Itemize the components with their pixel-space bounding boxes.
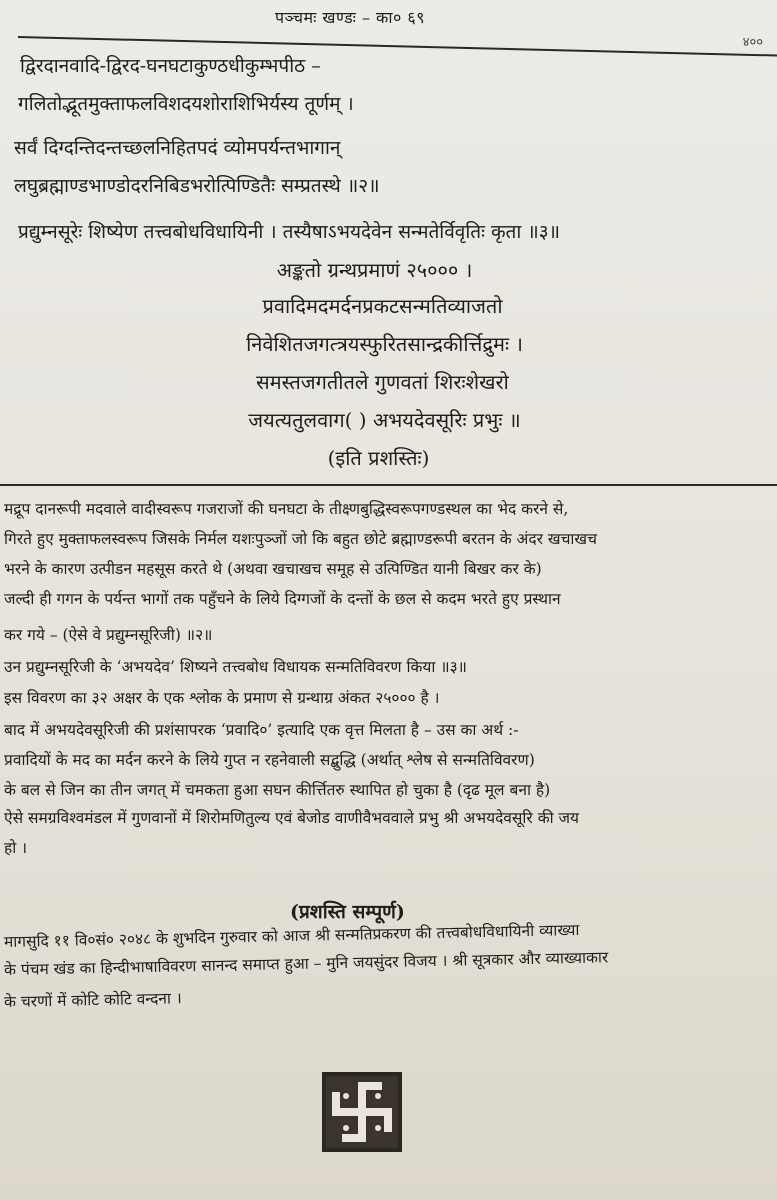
verse-line: गलितोद्भूतमुक्ताफलविशदयशोराशिभिर्यस्य तूर्णम् । bbox=[18, 93, 354, 115]
page-number: ४०० bbox=[742, 35, 763, 50]
centered-line: निवेशितजगत्त्रयस्फुरितसान्द्रकीर्त्तिद्रुमः । bbox=[246, 332, 523, 356]
verse-line: सर्वं दिग्दन्तिदन्तच्छलनिहितपदं व्योमपर्यन्तभागान् bbox=[14, 137, 341, 159]
verse-line: द्विरदानवादि-द्विरद-घनघटाकुण्ठधीकुम्भपीठ – bbox=[20, 55, 321, 77]
verse-line: प्रद्युम्नसूरेः शिष्येण तत्त्वबोधविधायिनी । तस्यैषाऽभयदेवेन सन्मतेर्विवृतिः कृता ॥३॥ bbox=[18, 221, 560, 243]
translation-line: जल्दी ही गगन के पर्यन्त भागों तक पहुँचने के लिये दिग्गजों के दन्तों के छल से कदम भरते हुए प्रस्थान bbox=[4, 590, 561, 608]
translation-line: गिरते हुए मुक्ताफलस्वरूप जिसके निर्मल यशःपुञ्जों जो कि बहुत छोटे ब्रह्माण्डरूपी बरतन के अंदर खचाखच bbox=[4, 530, 597, 548]
centered-line: अङ्कतो ग्रन्थप्रमाणं २५००० । bbox=[276, 258, 473, 282]
centered-line: जयत्यतुलवाग( ) अभयदेवसूरिः प्रभुः ॥ bbox=[248, 408, 521, 432]
translation-line: प्रवादियों के मद का मर्दन करने के लिये गुप्त न रहनेवाली सद्बुद्धि (अर्थात् श्लेष से सन्मतिविवरण) bbox=[4, 751, 535, 769]
translation-line: ऐसे समग्रविश्वमंडल में गुणवानों में शिरोमणितुल्य एवं बेजोड वाणीवैभववाले प्रभु श्री अभयदेवसूरि की जय bbox=[4, 809, 580, 827]
translation-line: बाद में अभयदेवसूरिजी की प्रशंसापरक ‘प्रवादि०’ इत्यादि एक वृत्त मिलता है – उस का अर्थ :- bbox=[4, 721, 519, 739]
completion-line: के पंचम खंड का हिन्दीभाषाविवरण सानन्द समाप्त हुआ – मुनि जयसुंदर विजय । श्री सूत्रकार और व्याख्याकार bbox=[3, 948, 609, 979]
translation-line: भरने के कारण उत्पीडन महसूस करते थे (अथवा खचाखच समूह से उत्पिण्डित यानी बिखर कर के) bbox=[4, 560, 542, 578]
translation-line: इस विवरण का ३२ अक्षर के एक श्लोक के प्रमाण से ग्रन्थाग्र अंकत २५००० है । bbox=[4, 689, 440, 707]
completion-line: के चरणों में कोटि कोटि वन्दना । bbox=[3, 989, 182, 1011]
completion-line: मागसुदि ११ वि०सं० २०४८ के शुभदिन गुरुवार को आज श्री सन्मतिप्रकरण की तत्त्वबोधविधायिनी व्याख्या bbox=[3, 920, 580, 951]
completion-heading: (प्रशस्ति सम्पूर्ण) bbox=[290, 901, 405, 923]
verse-line: लघुब्रह्माण्डभाण्डोदरनिबिडभरोत्पिण्डितैः सम्प्रतस्थे ॥२॥ bbox=[14, 175, 380, 197]
swastika-icon bbox=[322, 1072, 402, 1152]
translation-line: मद्रूप दानरूपी मदवाले वादीस्वरूप गजराजों की घनघटा के तीक्ष्णबुद्धिस्वरूपगण्डस्थल का भेद करने से, bbox=[4, 500, 569, 518]
centered-line: समस्तजगतीतले गुणवतां शिरःशेखरो bbox=[256, 370, 509, 394]
prashasti-title: (इति प्रशस्तिः) bbox=[327, 446, 430, 470]
translation-line: उन प्रद्युम्नसूरिजी के ‘अभयदेव’ शिष्यने तत्त्वबोध विधायक सन्मतिविवरण किया ॥३॥ bbox=[4, 658, 467, 676]
section-rule bbox=[0, 484, 777, 486]
translation-line: कर गये – (ऐसे वे प्रद्युम्नसूरिजी) ॥२॥ bbox=[4, 626, 213, 644]
running-title: पञ्चमः खण्डः – का० ६९ bbox=[274, 8, 426, 27]
centered-line: प्रवादिमदमर्दनप्रकटसन्मतिव्याजतो bbox=[262, 294, 503, 318]
translation-line: हो । bbox=[4, 839, 28, 857]
translation-line: के बल से जिन का तीन जगत् में चमकता हुआ सघन कीर्त्तितरु स्थापित हो चुका है (दृढ मूल बना है) bbox=[4, 781, 551, 799]
